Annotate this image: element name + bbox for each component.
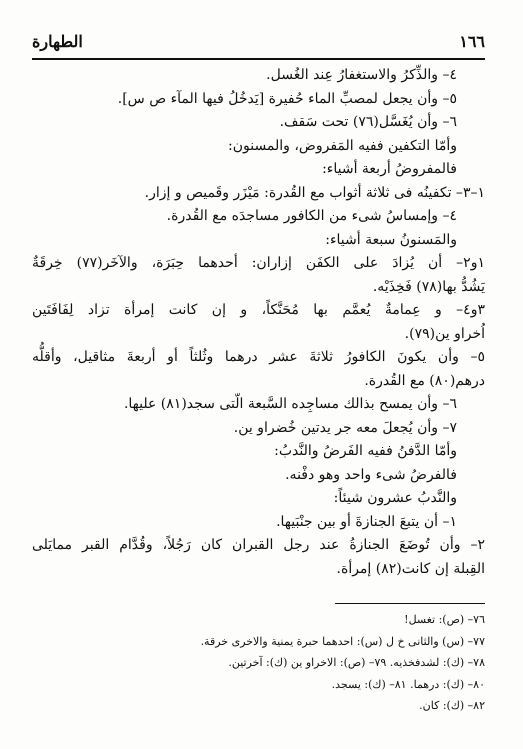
text-line: ١– أن يتبعَ الجنازةَ أو بين جنْبَيها. [276, 513, 457, 530]
footnote: ٨٢– (ك): كان. [419, 699, 485, 712]
text-line: ٦– وأن يُغَسَّل(٧٦) تحت سَقف. [279, 114, 457, 130]
text-line: القِبلة إن كانت(٨٢) إمرأة. [336, 560, 485, 577]
running-title: الطهارة [32, 32, 83, 51]
page-header [32, 32, 485, 56]
text-line: فالفرضُ شىء واحد وهو دفْنه. [285, 466, 457, 483]
text-line: ٤– وإمساسُ شىء من الكافور مساجدَه مع القُدرة. [166, 208, 457, 224]
footnote: ٧٧– (س) والثانى خ ل (س): احدهما حبرة يمنية والاخرى خرقة. [200, 634, 485, 648]
text-line: ٥– وأن يكونَ الكافورُ ثلاثةَ عشر درهما وثُلثاً أو أربعةَ مثاقيل، وأقلُّه [32, 349, 485, 365]
page-number: ١٦٦ [459, 32, 485, 51]
text-line: اُخراو ين(٧٩). [404, 325, 485, 342]
text-line: ٢– وأن تُوضَعَ الجنازةُ عند رجل القبران كان رَجُلاً، وقُدَّام القبر ممايَلى [32, 537, 485, 553]
text-line: وأمّا التكفين ففيه المَفروض، والمسنون: [227, 137, 457, 154]
header-rule [32, 58, 485, 60]
text-line: فالمفروضُ أربعة أشياء: [322, 161, 457, 177]
footnote: ٧٨– (ك): لشدفخذيه. ٧٩– (ص): الاخراو ين (ك): آخرتين. [228, 656, 485, 669]
text-line: والمَسنونُ سبعة أشياء: [325, 231, 457, 248]
text-line: ٦– وأن يمسح بذالك مساجِده السَّبعة الّتى سجد(٨١) عليها. [123, 396, 457, 412]
footnotes [32, 609, 485, 717]
text-line: ١–٣– تكفينُه فى ثلاثة أثواب مع القُدرة: مَيْزَر وقَميص و إزار. [144, 184, 485, 201]
footnote-rule [335, 603, 485, 604]
text-line: والنَّدبُ عشرون شيئاً: [333, 490, 457, 506]
text-line: ١و٢– أن يُزادَ على الكفَن إزاران: أحدهما حِبَرَة، والآخَر(٧٧) خِرقَةٌ [32, 255, 485, 271]
footnote: ٧٦– (ص): تغسل! [404, 613, 485, 626]
main-text [32, 64, 485, 581]
text-line: ٥– وأن يجعل لمصبِّ الماء حُفيرة [يَدخُلُ فيها المآء ص س]. [117, 90, 457, 107]
footnote: ٨٠– (ك): درهما. ٨١– (ك): يسجد. [331, 677, 485, 691]
text-line: ٣و٤– و عِمامةٌ يُعمَّم بها مُحَنَّكاً، و إن كانت إمرأة تزاد لِفَافَتَين [32, 302, 485, 318]
text-line: درهم(٨٠) مع القُدرة. [364, 372, 485, 389]
text-line: وأمّا الدَّفنُ ففيه الفَرضُ والنَّدبُ: [274, 443, 457, 459]
text-line: ٧– وأن يُجعلَ معه جر يدتين خُضراو ين. [233, 419, 457, 436]
text-line: ٤– والذِّكرُ والاستغفارُ عِند الغُسل. [266, 67, 457, 83]
text-line: يَشُدُّ بها(٧٨) فَخِذَيْه. [372, 278, 485, 295]
